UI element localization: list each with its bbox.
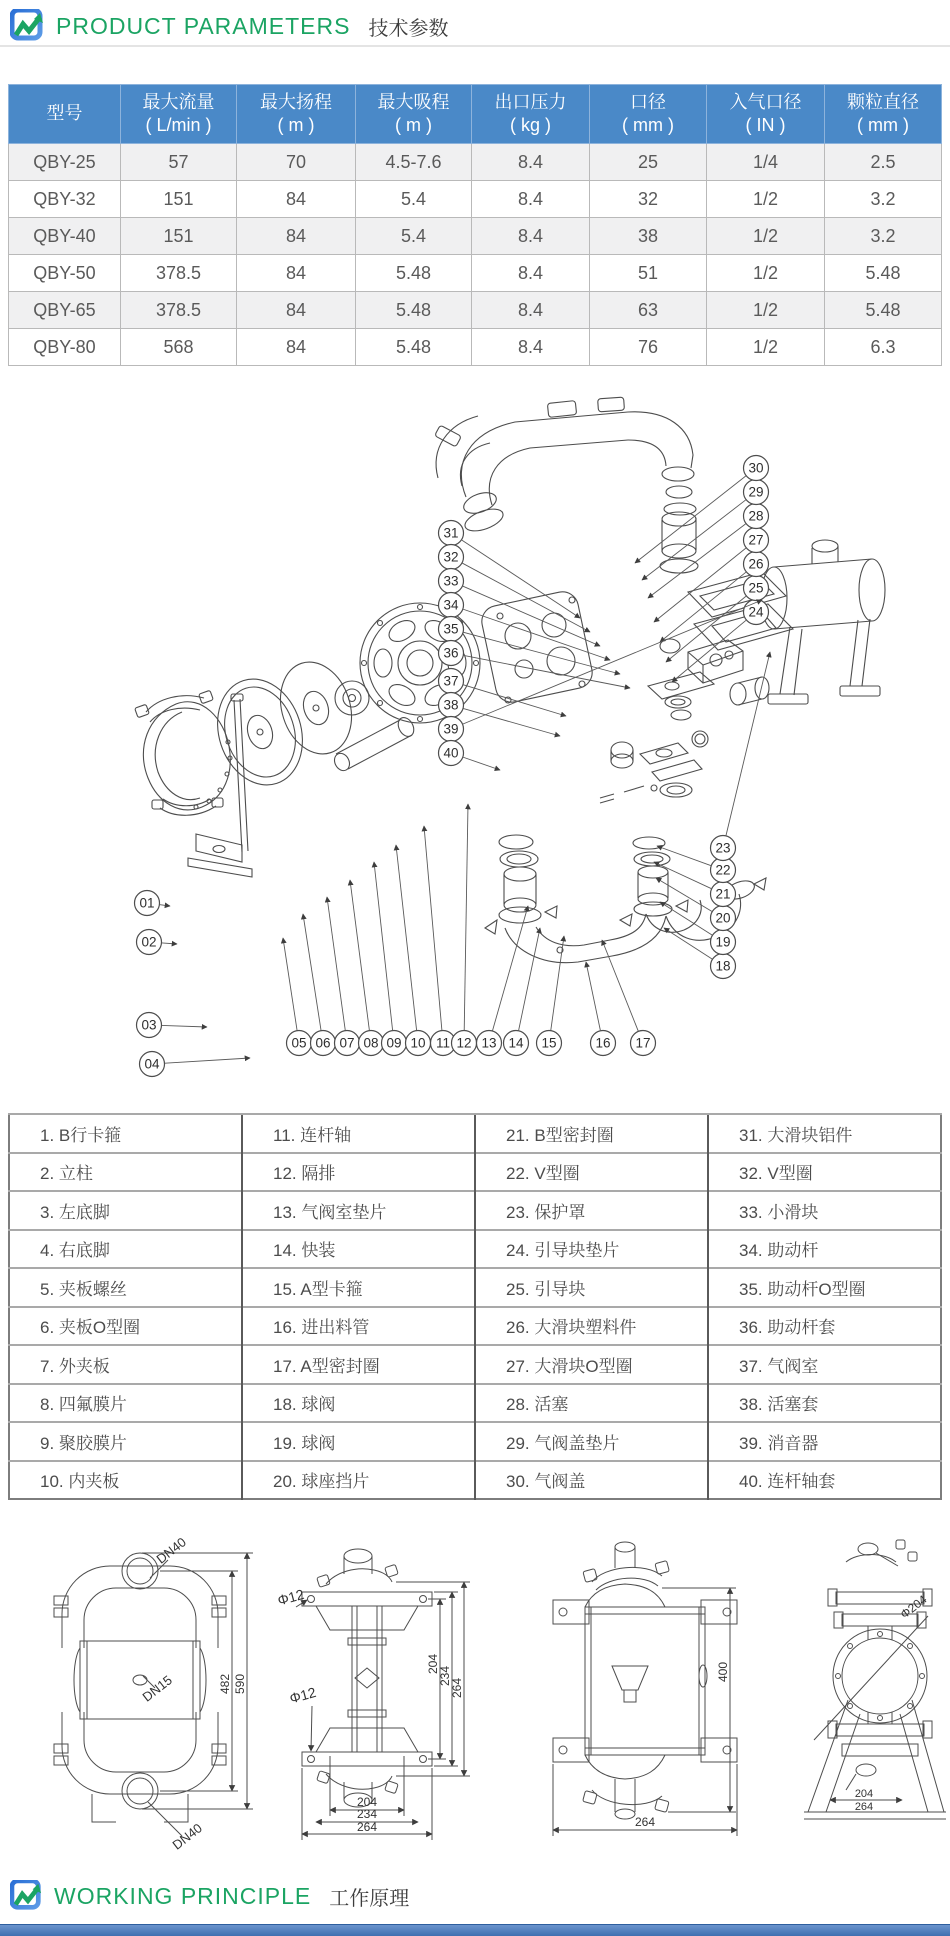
section-title-zh: 工作原理	[329, 1887, 410, 1910]
dim-label: DN40	[153, 1534, 189, 1567]
value-cell: 151	[121, 218, 237, 255]
callout-number: 22	[715, 862, 731, 878]
part-item-26: 26. 大滑块塑料件	[475, 1307, 708, 1346]
parts-row	[9, 1461, 941, 1500]
value-cell: 84	[237, 329, 356, 366]
dim-label: 264	[854, 1801, 874, 1813]
callout-number: 19	[715, 934, 731, 950]
part-item-2: 2. 立柱	[9, 1153, 242, 1192]
spec-table-head	[9, 85, 942, 144]
model-cell: QBY-40	[9, 218, 121, 255]
callout-number: 23	[715, 840, 731, 856]
callout-leader-line	[666, 596, 746, 662]
callout-34	[439, 593, 611, 661]
callout-leader-line	[664, 928, 712, 959]
value-cell: 3.2	[825, 181, 942, 218]
spec-col-header: 最大吸程 ( m )	[356, 85, 472, 144]
callout-number: 31	[443, 525, 459, 541]
callout-leader-line	[657, 846, 711, 866]
callout-03	[137, 1013, 208, 1038]
part-item-12: 12. 隔排	[242, 1153, 475, 1192]
dim-label: Φ12	[287, 1683, 318, 1707]
brand-logo-icon	[10, 9, 46, 43]
part-item-19: 19. 球阀	[242, 1422, 475, 1461]
callout-leader-line	[162, 1025, 207, 1027]
callout-number: 26	[748, 556, 764, 572]
callout-leader-line	[327, 897, 345, 1030]
callout-leader-line	[464, 632, 620, 674]
value-cell: 84	[237, 292, 356, 329]
parts-row	[9, 1345, 941, 1384]
value-cell: 8.4	[472, 255, 590, 292]
value-cell: 84	[237, 255, 356, 292]
section-title-zh: 技术参数	[368, 17, 449, 40]
callout-12	[452, 804, 477, 1056]
spec-col-unit: ( L/min )	[145, 115, 212, 135]
parts-row	[9, 1384, 941, 1423]
callout-24	[672, 600, 769, 683]
spec-row-QBY-80	[9, 329, 942, 366]
value-cell: 1/2	[707, 218, 825, 255]
value-cell: 8.4	[472, 181, 590, 218]
value-cell: 76	[590, 329, 707, 366]
value-cell: 8.4	[472, 218, 590, 255]
spec-col-header: 最大流量 ( L/min )	[121, 85, 237, 144]
spec-col-header: 最大扬程 ( m )	[237, 85, 356, 144]
callout-number: 40	[443, 745, 459, 761]
spec-col-header: 入气口径 ( IN )	[707, 85, 825, 144]
value-cell: 5.48	[356, 255, 472, 292]
spec-col-header: 口径 ( mm )	[590, 85, 707, 144]
callout-leader-line	[726, 652, 770, 835]
value-cell: 70	[237, 144, 356, 181]
section-title-en: PRODUCT PARAMETERS	[56, 12, 351, 39]
callout-leader-line	[463, 609, 610, 660]
part-item-37: 37. 气阀室	[708, 1345, 941, 1384]
callout-leader-line	[464, 709, 560, 736]
callout-leader-line	[654, 862, 711, 889]
part-item-11: 11. 连杆轴	[242, 1114, 475, 1153]
part-item-22: 22. V型圈	[475, 1153, 708, 1192]
value-cell: 84	[237, 218, 356, 255]
spec-row-QBY-40	[9, 218, 942, 255]
part-item-14: 14. 快装	[242, 1230, 475, 1269]
callout-10	[396, 845, 431, 1056]
part-item-5: 5. 夹板螺丝	[9, 1268, 242, 1307]
model-cell: QBY-50	[9, 255, 121, 292]
callout-leader-line	[648, 524, 746, 598]
callout-number: 28	[748, 508, 764, 524]
value-cell: 5.48	[356, 292, 472, 329]
callout-number: 25	[748, 580, 764, 596]
callout-number: 24	[748, 604, 764, 620]
callout-number: 07	[339, 1035, 355, 1051]
dim-label-layer	[140, 1534, 930, 1852]
callout-number: 05	[291, 1035, 307, 1051]
part-item-8: 8. 四氟膜片	[9, 1384, 242, 1423]
spec-col-unit: ( m )	[395, 115, 432, 135]
callout-number: 14	[508, 1035, 524, 1051]
part-item-34: 34. 助动杆	[708, 1230, 941, 1269]
dim-label: DN40	[169, 1820, 205, 1853]
spec-col-unit: ( kg )	[509, 115, 551, 135]
callout-number: 18	[715, 958, 731, 974]
part-item-10: 10. 内夹板	[9, 1461, 242, 1500]
model-cell: QBY-65	[9, 292, 121, 329]
parts-row	[9, 1153, 941, 1192]
callout-number: 34	[443, 597, 459, 613]
callout-01	[135, 891, 171, 916]
part-item-1: 1. B行卡箍	[9, 1114, 242, 1153]
parts-list-body	[9, 1114, 941, 1499]
value-cell: 5.4	[356, 218, 472, 255]
working-principle-header	[10, 1876, 409, 1916]
spec-col-unit: ( m )	[277, 115, 315, 135]
callout-leader-line	[463, 757, 500, 770]
callout-15	[537, 936, 565, 1056]
callout-leader-line	[350, 880, 369, 1030]
callout-number: 29	[748, 484, 764, 500]
value-cell: 3.2	[825, 218, 942, 255]
dim-label: Φ12	[275, 1585, 306, 1609]
callout-leader-line	[396, 845, 417, 1030]
spec-col-unit: ( mm )	[857, 115, 909, 135]
spec-col-unit: ( mm )	[622, 115, 674, 135]
value-cell: 2.5	[825, 144, 942, 181]
parts-row	[9, 1191, 941, 1230]
callout-16	[586, 962, 616, 1056]
value-cell: 5.48	[825, 255, 942, 292]
callout-number: 13	[481, 1035, 497, 1051]
callout-number: 21	[715, 886, 731, 902]
spec-col-header: 出口压力 ( kg )	[472, 85, 590, 144]
callout-number: 27	[748, 532, 764, 548]
product-parameters-header	[10, 6, 448, 46]
value-cell: 1/2	[707, 329, 825, 366]
value-cell: 84	[237, 181, 356, 218]
callout-leader-line	[303, 914, 321, 1030]
part-item-16: 16. 进出料管	[242, 1307, 475, 1346]
drawings-line-art	[54, 1540, 946, 1840]
callout-36	[439, 641, 631, 689]
callout-leader-line	[602, 940, 638, 1031]
part-item-20: 20. 球座挡片	[242, 1461, 475, 1500]
callout-number: 10	[410, 1035, 426, 1051]
callout-leader-line	[424, 826, 442, 1030]
callout-39	[439, 597, 763, 742]
spec-row-QBY-65	[9, 292, 942, 329]
part-item-13: 13. 气阀室垫片	[242, 1191, 475, 1230]
section-title-en: WORKING PRINCIPLE	[54, 1882, 312, 1909]
parts-row	[9, 1307, 941, 1346]
exploded-view-diagram	[0, 380, 950, 1100]
part-item-18: 18. 球阀	[242, 1384, 475, 1423]
callout-leader-line	[160, 905, 170, 906]
value-cell: 8.4	[472, 329, 590, 366]
dim-label: 204	[426, 1653, 440, 1675]
value-cell: 378.5	[121, 255, 237, 292]
dim-label: 204	[356, 1795, 378, 1809]
callout-09	[374, 862, 407, 1056]
part-item-24: 24. 引导块垫片	[475, 1230, 708, 1269]
callout-number: 15	[541, 1035, 557, 1051]
parts-row	[9, 1230, 941, 1269]
dim-label: DN15	[139, 1672, 175, 1705]
part-item-36: 36. 助动杆套	[708, 1307, 941, 1346]
callout-11	[424, 826, 456, 1056]
value-cell: 1/2	[707, 292, 825, 329]
spec-table-body	[9, 144, 942, 366]
callout-number: 03	[141, 1017, 157, 1033]
dim-label: 264	[356, 1820, 378, 1834]
value-cell: 25	[590, 144, 707, 181]
value-cell: 4.5-7.6	[356, 144, 472, 181]
callout-leader-line	[462, 540, 580, 618]
header-divider	[0, 45, 950, 47]
parts-list-table	[8, 1113, 942, 1500]
value-cell: 6.3	[825, 329, 942, 366]
value-cell: 1/2	[707, 181, 825, 218]
model-cell: QBY-25	[9, 144, 121, 181]
value-cell: 57	[121, 144, 237, 181]
model-cell: QBY-32	[9, 181, 121, 218]
callout-number: 16	[595, 1035, 611, 1051]
dim-label: 590	[233, 1673, 247, 1695]
part-item-21: 21. B型密封圈	[475, 1114, 708, 1153]
callout-number: 30	[748, 460, 764, 476]
part-item-35: 35. 助动杆O型圈	[708, 1268, 941, 1307]
brand-logo-icon	[10, 1880, 44, 1912]
callout-number: 01	[139, 895, 155, 911]
bottom-accent-bar	[0, 1924, 950, 1936]
callout-number: 17	[635, 1035, 651, 1051]
callout-number: 04	[144, 1056, 160, 1072]
dim-label: 204	[854, 1788, 874, 1800]
spec-row-QBY-32	[9, 181, 942, 218]
spec-row-QBY-25	[9, 144, 942, 181]
part-item-31: 31. 大滑块铝件	[708, 1114, 941, 1153]
value-cell: 1/4	[707, 144, 825, 181]
value-cell: 63	[590, 292, 707, 329]
value-cell: 38	[590, 218, 707, 255]
part-item-4: 4. 右底脚	[9, 1230, 242, 1269]
callout-number: 06	[315, 1035, 331, 1051]
callout-number: 32	[443, 549, 459, 565]
dim-label: 264	[450, 1677, 464, 1699]
callout-number: 02	[141, 934, 157, 950]
callout-leader-line	[519, 928, 540, 1030]
callout-02	[137, 930, 178, 955]
value-cell: 32	[590, 181, 707, 218]
spec-col-header: 型号	[9, 85, 121, 144]
dimension-drawings	[0, 1500, 950, 1860]
part-item-40: 40. 连杆轴套	[708, 1461, 941, 1500]
part-item-6: 6. 夹板O型圈	[9, 1307, 242, 1346]
spec-table	[8, 84, 942, 366]
value-cell: 51	[590, 255, 707, 292]
part-item-3: 3. 左底脚	[9, 1191, 242, 1230]
callout-number: 20	[715, 910, 731, 926]
callout-07	[327, 897, 360, 1056]
parts-row	[9, 1114, 941, 1153]
part-item-32: 32. V型圈	[708, 1153, 941, 1192]
dim-label: Φ204	[897, 1592, 930, 1622]
callout-04	[140, 1052, 251, 1077]
callout-leader-line	[283, 938, 297, 1030]
callout-number: 09	[386, 1035, 402, 1051]
part-item-7: 7. 外夹板	[9, 1345, 242, 1384]
callout-leader-line	[463, 685, 566, 716]
value-cell: 5.4	[356, 181, 472, 218]
callout-number: 33	[443, 573, 459, 589]
value-cell: 8.4	[472, 144, 590, 181]
value-cell: 151	[121, 181, 237, 218]
parts-row	[9, 1422, 941, 1461]
dim-label: 264	[634, 1815, 656, 1829]
value-cell: 1/2	[707, 255, 825, 292]
callout-number: 38	[443, 697, 459, 713]
spec-header-row	[9, 85, 942, 144]
spec-col-header: 颗粒直径 ( mm )	[825, 85, 942, 144]
part-item-27: 27. 大滑块O型圈	[475, 1345, 708, 1384]
dim-label: 234	[438, 1665, 452, 1687]
callout-14	[504, 928, 541, 1056]
dim-label: 482	[218, 1673, 232, 1695]
spec-col-unit: ( IN )	[745, 115, 786, 135]
model-cell: QBY-80	[9, 329, 121, 366]
value-cell: 568	[121, 329, 237, 366]
value-cell: 5.48	[825, 292, 942, 329]
callout-number: 12	[456, 1035, 472, 1051]
callout-leader-line	[165, 1058, 250, 1063]
parts-row	[9, 1268, 941, 1307]
callout-number: 11	[435, 1035, 451, 1051]
part-item-15: 15. A型卡箍	[242, 1268, 475, 1307]
callout-number: 36	[443, 645, 459, 661]
callout-05	[283, 938, 312, 1056]
callout-number: 08	[363, 1035, 379, 1051]
dim-label: 234	[356, 1807, 378, 1821]
part-item-23: 23. 保护罩	[475, 1191, 708, 1230]
value-cell: 8.4	[472, 292, 590, 329]
part-item-28: 28. 活塞	[475, 1384, 708, 1423]
callout-40	[439, 741, 501, 771]
part-item-30: 30. 气阀盖	[475, 1461, 708, 1500]
part-item-38: 38. 活塞套	[708, 1384, 941, 1423]
callout-leader-line	[463, 600, 762, 724]
part-item-9: 9. 聚胶膜片	[9, 1422, 242, 1461]
part-item-33: 33. 小滑块	[708, 1191, 941, 1230]
callout-leader-line	[374, 862, 393, 1030]
part-item-25: 25. 引导块	[475, 1268, 708, 1307]
part-item-17: 17. A型密封圈	[242, 1345, 475, 1384]
callout-number: 39	[443, 721, 459, 737]
dim-label: 400	[716, 1661, 730, 1683]
part-item-39: 39. 消音器	[708, 1422, 941, 1461]
callout-number: 37	[443, 673, 459, 689]
part-item-29: 29. 气阀盖垫片	[475, 1422, 708, 1461]
value-cell: 378.5	[121, 292, 237, 329]
callout-number: 35	[443, 621, 459, 637]
callout-leader-line	[586, 962, 600, 1030]
diagram-line-art	[135, 397, 885, 963]
callout-leader-line	[162, 943, 177, 944]
value-cell: 5.48	[356, 329, 472, 366]
callout-leader-line	[464, 804, 468, 1030]
spec-row-QBY-50	[9, 255, 942, 292]
